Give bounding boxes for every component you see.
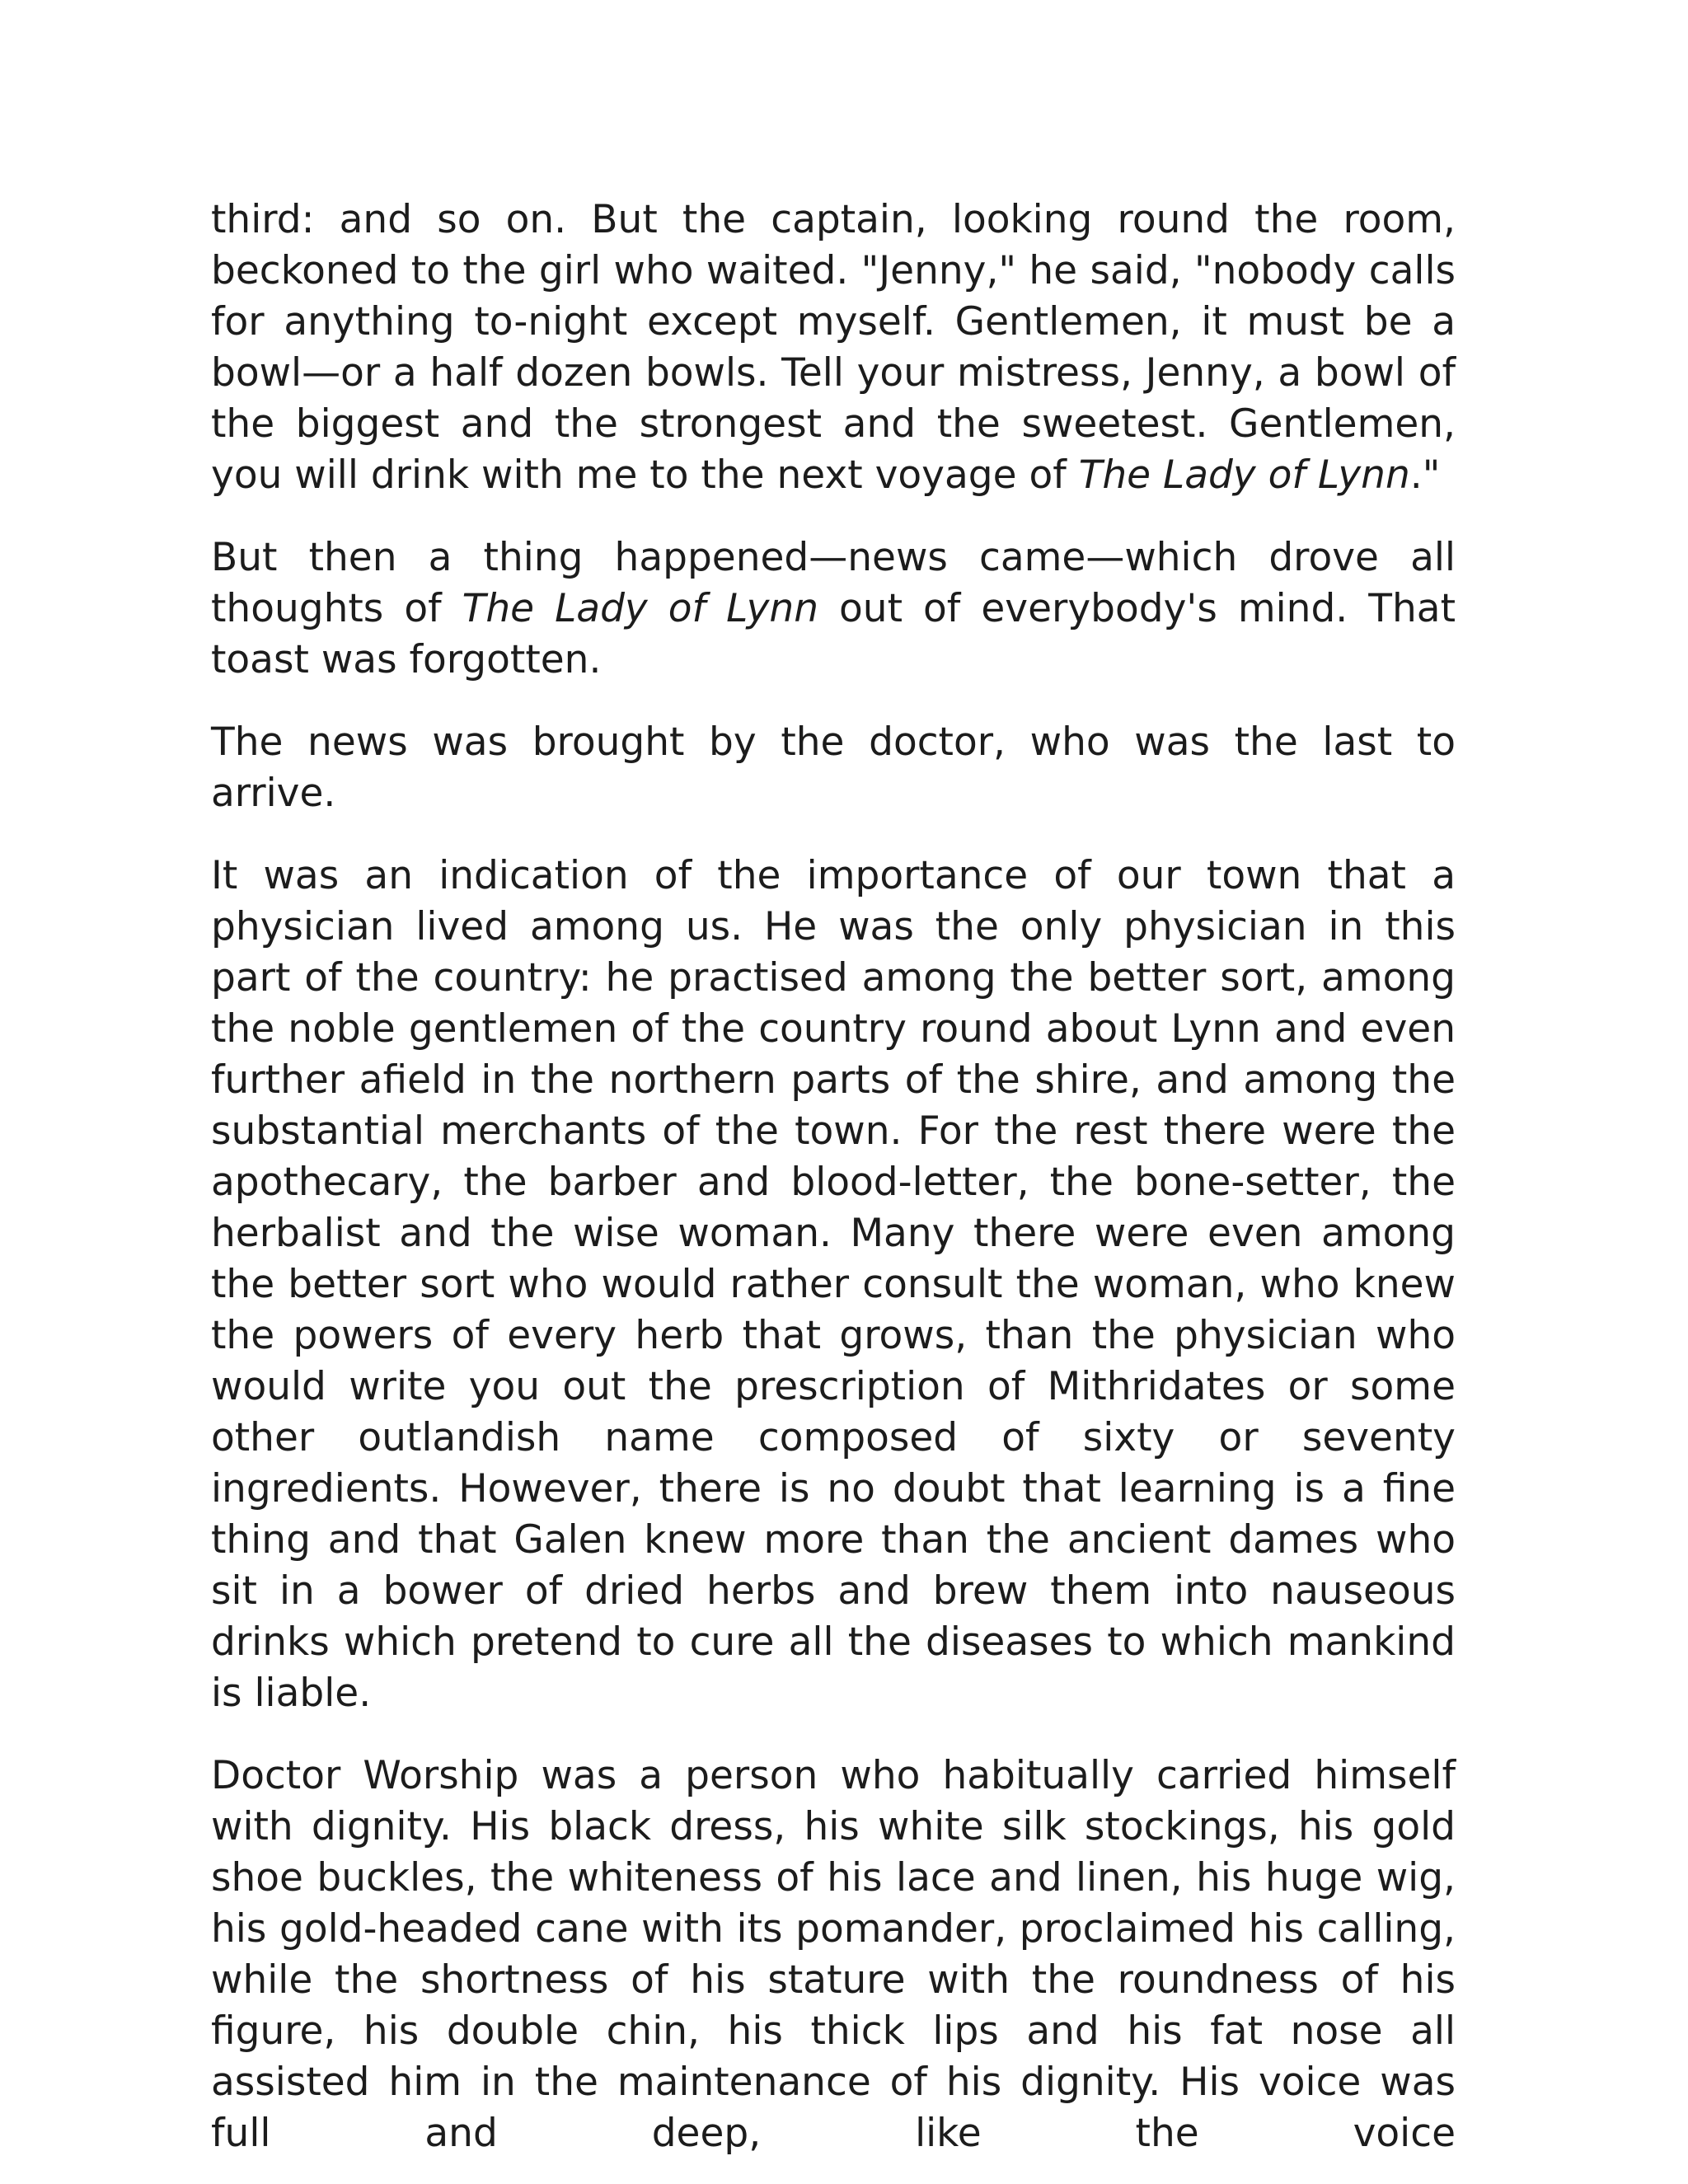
paragraph-4: It was an indication of the importance of our town that a physician lived among us. He was the only physician in this part of the country: he practised among the better sort, among the noble gentlemen of the country round about Lynn and even further afield in the northern parts of the shire, and among the substantial merchants of the town. For the rest there were the apothecary, the barber and blood-letter, the bone-setter, the herbalist and the wise woman. Many there were even among the better sort who would rather consult the woman, who knew the powers of every herb that grows, than the physician who would write you out the prescription of Mithridates or some other outlandish name composed of sixty or seventy ingredients. However, there is no doubt that learning is a fine thing and that Galen knew more than the ancient dames who sit in a bower of dried herbs and brew them into nauseous drinks which pretend to cure all the diseases to which mankind is liable.	[211, 853, 1456, 1716]
paragraph-2	[211, 532, 1456, 686]
paragraph-2-end: out of everybody's mind. That toast was forgotten.	[211, 586, 1456, 682]
paragraph-1-end: ."	[1409, 452, 1441, 498]
ship-name-italic: The Lady of Lynn	[462, 586, 819, 631]
paragraph-1-text: third: and so on. But the captain, looking round the room, beckoned to the girl who waited. "Jenny," he said, "nobody calls for anything to-night except myself. Gentlemen, it must be a bowl—or a half dozen bowls. Tell your mistress, Jenny, a bowl of the biggest and the strongest and the sweetest. Gentlemen, you will drink with me to the next voyage of	[211, 197, 1456, 498]
page-body	[211, 194, 1456, 2159]
paragraph-5: Doctor Worship was a person who habitually carried himself with dignity. His black dress, his white silk stockings, his gold shoe buckles, the whiteness of his lace and linen, his huge wig, his gold-headed cane with its pomander, proclaimed his calling, while the shortness of his stature with the roundness of his figure, his double chin, his thick lips and his fat nose all assisted him in the maintenance of his dignity. His voice was full and deep, like the voice	[211, 1753, 1456, 2156]
paragraph-2-text: But then a thing happened—news came—which drove all thoughts of	[211, 535, 1456, 631]
paragraph-3: The news was brought by the doctor, who was the last to arrive.	[211, 719, 1456, 816]
ship-name-italic: The Lady of Lynn	[1078, 452, 1410, 498]
paragraph-1	[211, 194, 1456, 501]
